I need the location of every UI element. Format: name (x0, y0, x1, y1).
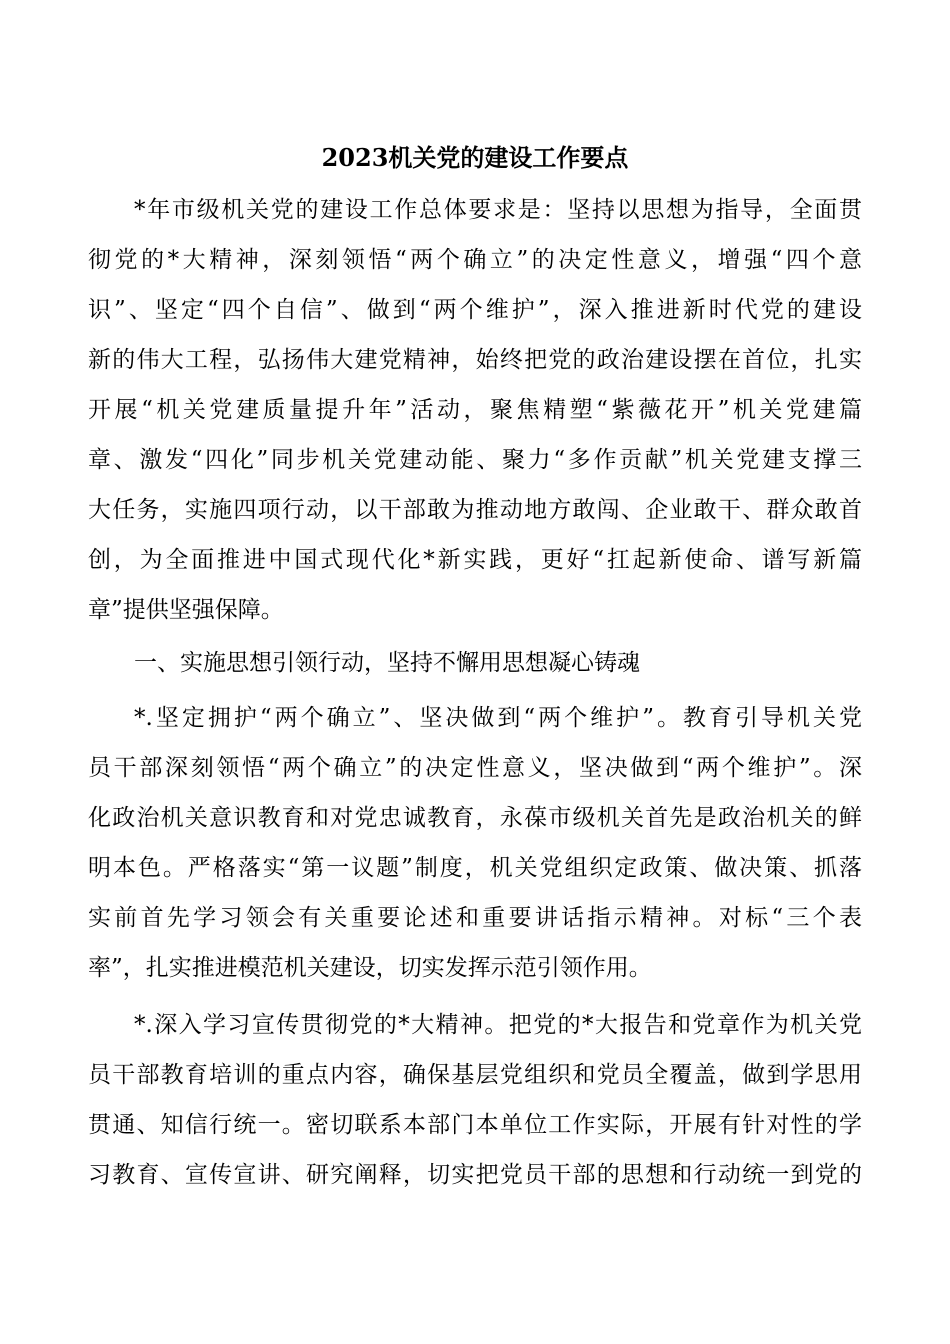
intro-line: 章”提供坚强保障。 (88, 597, 284, 623)
paragraph-line: *.深入学习宣传贯彻党的*大精神。把党的*大报告和党章作为机关党 (134, 1012, 862, 1038)
paragraph-line: 化政治机关意识教育和对党忠诚教育，永葆市级机关首先是政治机关的鲜 (88, 805, 862, 831)
paragraph-line: *.坚定拥护“两个确立”、坚决做到“两个维护”。教育引导机关党 (134, 705, 862, 731)
paragraph-line: 员干部深刻领悟“两个确立”的决定性意义，坚决做到“两个维护”。深 (88, 755, 862, 781)
paragraph-line: 明本色。严格落实“第一议题”制度，机关党组织定政策、做决策、抓落 (88, 855, 862, 881)
paragraph-line: 率”，扎实推进模范机关建设，切实发挥示范引领作用。 (88, 955, 652, 981)
paragraph-line: 习教育、宣传宣讲、研究阐释，切实把党员干部的思想和行动统一到党的 (88, 1162, 862, 1188)
intro-line: 识”、坚定“四个自信”、做到“两个维护”，深入推进新时代党的建设 (88, 297, 862, 323)
section-heading: 一、实施思想引领行动，坚持不懈用思想凝心铸魂 (134, 650, 640, 676)
intro-line: 新的伟大工程，弘扬伟大建党精神，始终把党的政治建设摆在首位，扎实 (88, 347, 862, 373)
intro-line: 开展“机关党建质量提升年”活动，聚焦精塑“紫薇花开”机关党建篇 (88, 397, 862, 423)
paragraph-line: 贯通、知信行统一。密切联系本部门本单位工作实际，开展有针对性的学 (88, 1112, 862, 1138)
paragraph-line: 实前首先学习领会有关重要论述和重要讲话指示精神。对标“三个表 (88, 905, 862, 931)
intro-line: 大任务，实施四项行动，以干部敢为推动地方敢闯、企业敢干、群众敢首 (88, 497, 862, 523)
intro-line: *年市级机关党的建设工作总体要求是：坚持以思想为指导，全面贯 (134, 197, 862, 223)
paragraph-line: 员干部教育培训的重点内容，确保基层党组织和党员全覆盖，做到学思用 (88, 1062, 862, 1088)
intro-line: 章、激发“四化”同步机关党建动能、聚力“多作贡献”机关党建支撑三 (88, 447, 862, 473)
intro-line: 彻党的*大精神，深刻领悟“两个确立”的决定性意义，增强“四个意 (88, 247, 862, 273)
intro-line: 创，为全面推进中国式现代化*新实践，更好“扛起新使命、谱写新篇 (88, 547, 862, 573)
document-title: 2023机关党的建设工作要点 (321, 143, 629, 172)
